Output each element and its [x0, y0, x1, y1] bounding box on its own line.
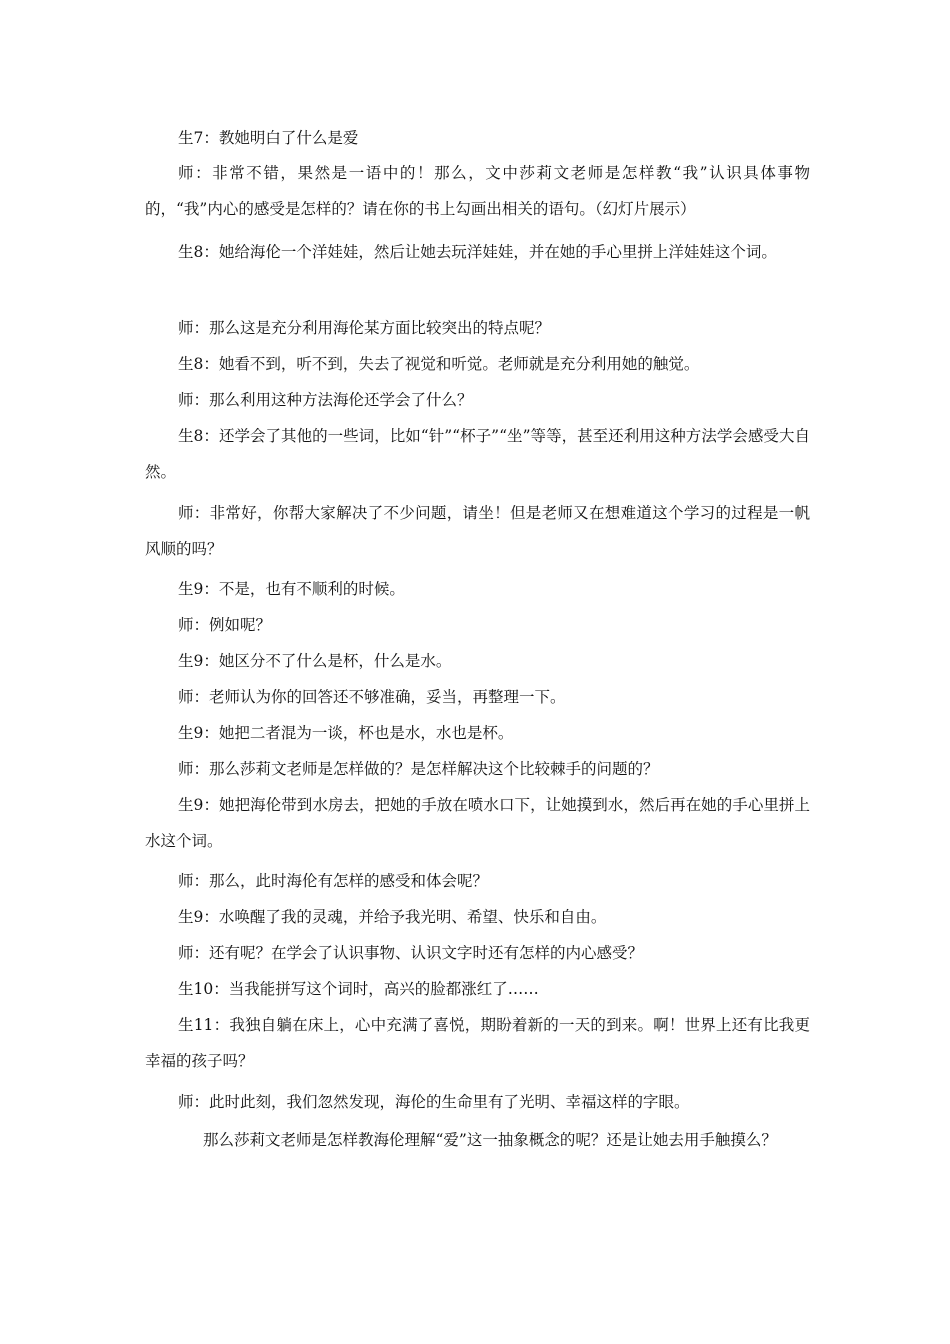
paragraph-teacher-praise: 师：非常好，你帮大家解决了不少问题，请坐！但是老师又在想难道这个学习的过程是一帆风顺的吗？ — [145, 504, 810, 558]
paragraph-teacher-method: 师：那么利用这种方法海伦还学会了什么？ — [178, 391, 473, 409]
paragraph-teacher-more: 师：还有呢？在学会了认识事物、认识文字时还有怎样的内心感受？ — [178, 944, 644, 962]
paragraph-student10: 生10：当我能拼写这个词时，高兴的脸都涨红了…… — [178, 980, 539, 998]
paragraph-student8-words: 生8：还学会了其他的一些词，比如“针”“杯子”“坐”等等，甚至还利用这种方法学会感受大自然。 — [145, 427, 810, 481]
paragraph-student9-no: 生9：不是，也有不顺利的时候。 — [178, 580, 405, 598]
paragraph-teacher-example: 师：例如呢？ — [178, 616, 272, 634]
paragraph-student8-doll: 生8：她给海伦一个洋娃娃，然后让她去玩洋娃娃，并在她的手心里拼上洋娃娃这个词。 — [178, 243, 777, 261]
paragraph-love-question: 那么莎莉文老师是怎样教海伦理解“爱”这一抽象概念的呢？还是让她去用手触摸么？ — [203, 1131, 777, 1149]
paragraph-student9-waterhouse: 生9：她把海伦带到水房去，把她的手放在喷水口下，让她摸到水，然后再在她的手心里拼上水这个词。 — [145, 796, 810, 850]
paragraph-student9-confused: 生9：她把二者混为一谈，杯也是水，水也是杯。 — [178, 724, 514, 742]
paragraph-student7: 生7：教她明白了什么是爱 — [178, 129, 359, 147]
paragraph-teacher-question: 师：非常不错，果然是一语中的！那么，文中莎莉文老师是怎样教“我”认识具体事物的，“我”内心的感受是怎样的？请在你的书上勾画出相关的语句。（幻灯片展示） — [145, 164, 810, 218]
paragraph-student8-touch: 生8：她看不到，听不到，失去了视觉和听觉。老师就是充分利用她的触觉。 — [178, 355, 700, 373]
paragraph-teacher-refine: 师：老师认为你的回答还不够准确，妥当，再整理一下。 — [178, 688, 566, 706]
paragraph-student9-soul: 生9：水唤醒了我的灵魂，并给予我光明、希望、快乐和自由。 — [178, 908, 607, 926]
paragraph-teacher-moment: 师：此时此刻，我们忽然发现，海伦的生命里有了光明、幸福这样的字眼。 — [178, 1093, 690, 1111]
paragraph-student9-cup-water: 生9：她区分不了什么是杯，什么是水。 — [178, 652, 452, 670]
paragraph-teacher-solution: 师：那么莎莉文老师是怎样做的？是怎样解决这个比较棘手的问题的？ — [178, 760, 659, 778]
paragraph-student11: 生11：我独自躺在床上，心中充满了喜悦，期盼着新的一天的到来。啊！世界上还有比我更幸福的孩子吗？ — [145, 1016, 810, 1070]
paragraph-teacher-feature: 师：那么这是充分利用海伦某方面比较突出的特点呢？ — [178, 319, 551, 337]
paragraph-teacher-feeling: 师：那么，此时海伦有怎样的感受和体会呢？ — [178, 872, 489, 890]
